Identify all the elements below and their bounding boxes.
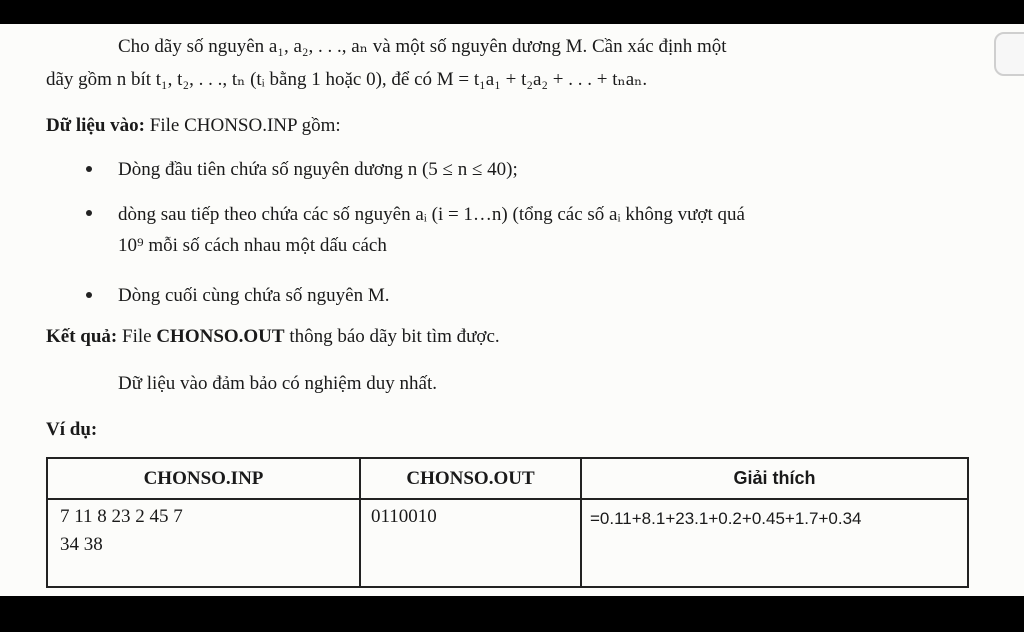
bullet-item-3: Dòng cuối cùng chứa số nguyên M. xyxy=(118,285,390,306)
table-cell-input-line-2: 34 38 xyxy=(60,534,103,555)
table-header-divider xyxy=(48,498,967,500)
bullet-icon xyxy=(86,292,92,298)
table-cell-output: 0110010 xyxy=(371,506,437,527)
document-page xyxy=(0,24,1024,596)
result-text-pre: File xyxy=(117,326,157,347)
page-corner-widget xyxy=(994,32,1024,76)
table-header-output: CHONSO.OUT xyxy=(406,468,535,489)
guarantee-note: Dữ liệu vào đảm bảo có nghiệm duy nhất. xyxy=(118,373,437,394)
bullet-item-2-continuation: 10⁹ mỗi số cách nhau một dấu cách xyxy=(118,235,387,256)
intro-line-2: dãy gồm n bít t₁, t₂, . . ., tₙ (tᵢ bằng 1 hoặc 0), để có M = t₁a₁ + t₂a₂ + . . . + tₙaₙ. xyxy=(46,69,648,90)
example-label-text: Ví dụ: xyxy=(46,419,98,440)
bullet-item-1: Dòng đầu tiên chứa số nguyên dương n (5 ≤ n ≤ 40); xyxy=(118,159,518,180)
example-label xyxy=(46,418,97,442)
table-cell-explanation: =0.11+8.1+23.1+0.2+0.45+1.7+0.34 xyxy=(590,509,862,528)
input-heading xyxy=(46,114,341,138)
intro-line-1: Cho dãy số nguyên a₁, a₂, . . ., aₙ và một số nguyên dương M. Cần xác định một xyxy=(118,36,727,57)
bullet-icon xyxy=(86,166,92,172)
result-text-post: thông báo dãy bit tìm được. xyxy=(284,326,500,347)
table-header-explanation: Giải thích xyxy=(733,468,816,488)
result-label: Kết quả: xyxy=(46,326,118,347)
example-table xyxy=(46,457,969,588)
bullet-icon xyxy=(86,210,92,216)
input-label: Dữ liệu vào: xyxy=(46,115,146,136)
table-cell-input-line-1: 7 11 8 23 2 45 7 xyxy=(60,506,183,527)
input-text: File CHONSO.INP gồm: xyxy=(145,115,341,136)
bullet-item-2: dòng sau tiếp theo chứa các số nguyên aᵢ (i = 1…n) (tổng các số aᵢ không vượt quá xyxy=(118,204,745,225)
result-heading xyxy=(46,325,500,349)
table-header-input: CHONSO.INP xyxy=(143,468,264,489)
result-file: CHONSO.OUT xyxy=(156,326,285,347)
